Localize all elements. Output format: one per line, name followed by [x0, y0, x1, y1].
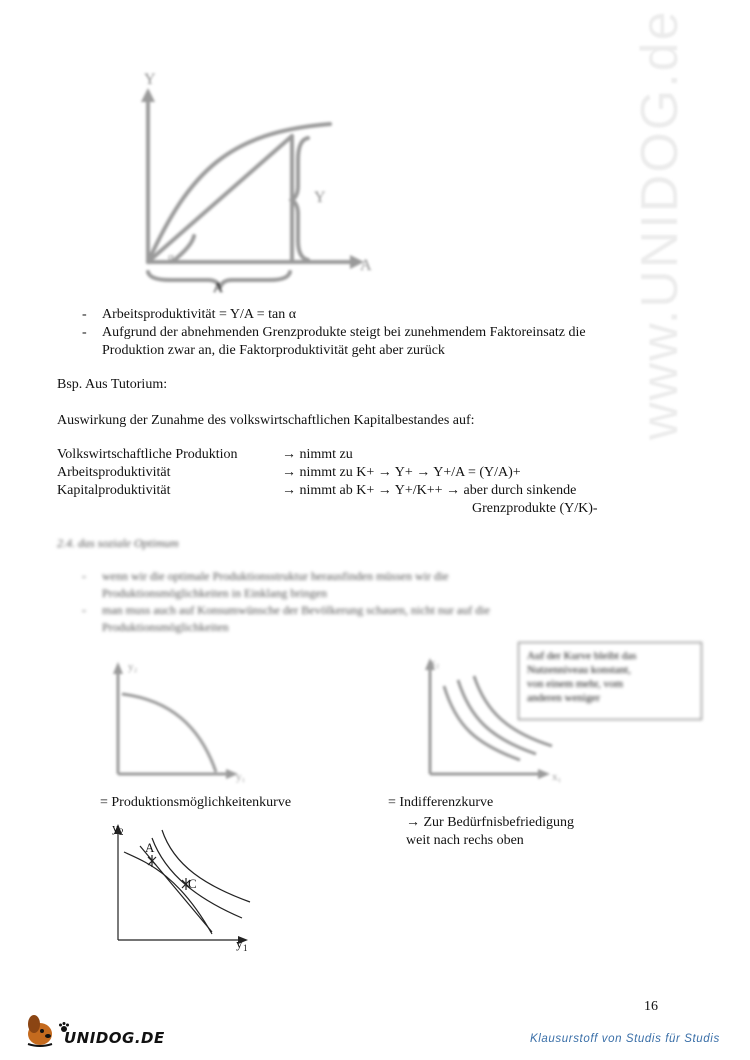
point-c-label: C: [188, 876, 197, 891]
combo-axis-y-sub: 2: [119, 827, 124, 837]
combo-axis-x: y: [236, 936, 243, 951]
effect-value-cont: Grenzprodukte (Y/K)-: [472, 501, 598, 516]
effect-label: Kapitalproduktivität: [57, 483, 171, 498]
effect-value: → nimmt zu K+ → Y+ → Y+/A = (Y/A)+: [282, 465, 521, 480]
effect-value: → nimmt ab K+ → Y+/K++ → aber durch sinkende: [282, 483, 577, 498]
bullet-diminishing-returns: Aufgrund der abnehmenden Grenzprodukte steigt bei zunehmendem Faktoreinsatz die: [102, 325, 586, 340]
note-line: anderen weniger: [527, 692, 600, 704]
indiff-note-line-2: weit nach rechs oben: [406, 833, 524, 848]
page-number: 16: [644, 999, 658, 1014]
indiff-axis-x: x₁: [552, 771, 562, 783]
combo-axis-x-sub: 1: [243, 943, 248, 953]
angle-label: α: [168, 251, 174, 263]
bullet-consumer-wishes: man muss auch auf Konsumwünsche der Bevölkerung schauen, nicht nur auf die: [102, 603, 490, 617]
footer-tagline: Klausurstoff von Studis für Studis: [530, 1033, 720, 1045]
ppf-figure: [100, 656, 260, 786]
indiff-note-line-1: → Zur Bedürfnisbefriedigung: [406, 815, 574, 830]
watermark-text: www.UNIDOG.de: [631, 9, 689, 440]
optimum-figure: [100, 816, 260, 956]
effect-label: Arbeitsproduktivität: [57, 465, 171, 480]
note-line: Auf der Kurve bleibt das: [527, 650, 637, 662]
ppf-axis-y: y₂: [128, 661, 138, 673]
ppf-axis-x: y₁: [236, 771, 246, 783]
bullet-optimal-structure-cont: Produktionsmöglichkeiten in Einklang bringen: [102, 586, 327, 600]
note-line: von einem mehr, vom: [527, 678, 624, 690]
section-heading: 2.4. das soziale Optimum: [57, 536, 179, 550]
brace-label-a: A: [213, 281, 224, 296]
combo-axis-y: y: [112, 820, 119, 835]
brace-label-y: Y: [314, 189, 326, 206]
indiff-caption: = Indifferenzkurve: [388, 795, 494, 810]
production-function-figure: [120, 60, 390, 300]
bullet-dash: -: [82, 603, 86, 617]
bullet-consumer-wishes-cont: Produktionsmöglichkeiten: [102, 620, 229, 634]
bullet-optimal-structure: wenn wir die optimale Produktionsstruktur herausfinden müssen wir die: [102, 569, 449, 583]
effect-heading: Auswirkung der Zunahme des volkswirtschaftlichen Kapitalbestandes auf:: [57, 413, 475, 428]
indiff-axis-y: x₂: [430, 657, 440, 669]
axis-label-a: A: [360, 257, 372, 274]
axis-label-y: Y: [144, 71, 156, 88]
bullet-dash: -: [82, 569, 86, 583]
indifference-note-box: [518, 642, 702, 720]
bullet-diminishing-returns-cont: Produktion zwar an, die Faktorproduktivität geht aber zurück: [102, 343, 445, 358]
effect-label: Volkswirtschaftliche Produktion: [57, 447, 238, 462]
dog-logo-icon: [20, 1012, 58, 1048]
ppf-caption: = Produktionsmöglichkeitenkurve: [100, 795, 292, 810]
bullet-dash: -: [82, 307, 87, 322]
bullet-dash: -: [82, 325, 87, 340]
logo-text: UNIDOG.DE: [64, 1029, 165, 1047]
bullet-productivity: Arbeitsproduktivität = Y/A = tan α: [102, 307, 297, 322]
note-line: Nutzenniveau konstant,: [527, 664, 631, 676]
point-a-label: A: [145, 840, 155, 855]
example-heading: Bsp. Aus Tutorium:: [57, 377, 168, 392]
effect-value: → nimmt zu: [282, 447, 353, 462]
